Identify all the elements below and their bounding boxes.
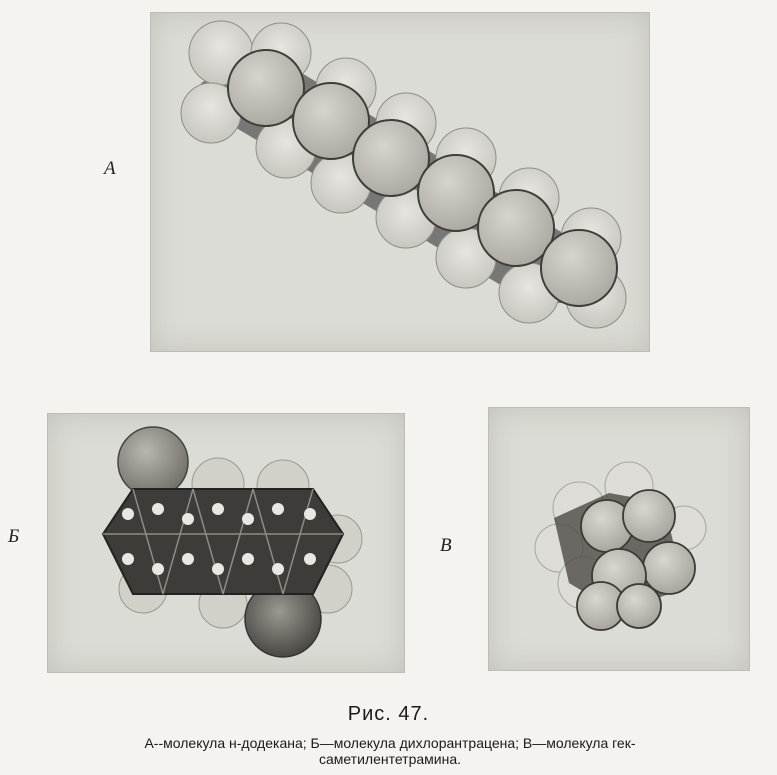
- photo-plate-b: [47, 413, 405, 673]
- photo-plate-a: [150, 12, 650, 352]
- figure-caption-line-2: саметилентетрамина.: [318, 751, 462, 767]
- figure-title: Рис. 47.: [347, 703, 430, 725]
- panel-label-a: A: [104, 158, 116, 179]
- figure-caption: [70, 735, 710, 767]
- hexamethylenetetramine-model-image: [489, 408, 749, 670]
- panel-label-b: Б: [8, 526, 20, 547]
- dichloroanthracene-model-image: [48, 414, 404, 672]
- dodecane-model-image: [151, 13, 649, 351]
- panel-label-c: В: [440, 535, 452, 556]
- figure-caption-line-1: А--молекула н-додекана; Б—молекула дихлорантрацена; В—молекула гек-: [144, 735, 636, 751]
- photo-plate-c: [488, 407, 750, 671]
